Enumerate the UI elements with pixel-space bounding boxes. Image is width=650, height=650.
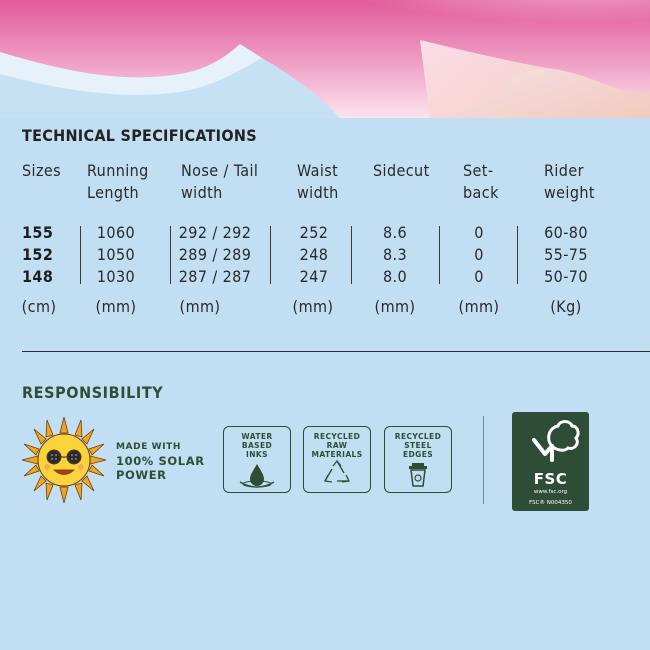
recycle-icon xyxy=(321,460,353,488)
fsc-tree-check-icon xyxy=(512,412,589,470)
header-sidecut: Sidecut xyxy=(373,161,430,180)
setback-cell: 0 xyxy=(474,267,484,286)
column-divider xyxy=(170,226,171,284)
header-nose-tail-width: Nose / Tail width xyxy=(181,161,259,202)
unit-mm: (mm) xyxy=(95,297,137,316)
waist-width-cell: 252 xyxy=(299,223,329,242)
water-based-inks-badge: WATER BASED INKS xyxy=(223,426,291,493)
recycled-steel-edges-badge: RECYCLED STEEL EDGES xyxy=(384,426,452,493)
rider-weight-cell: 60-80 xyxy=(544,223,588,242)
column-divider xyxy=(439,226,440,284)
section-divider xyxy=(22,351,650,352)
header-setback: Set- back xyxy=(463,161,499,202)
header-rider-weight: Rider weight xyxy=(544,161,595,202)
size-cell: 152 xyxy=(22,245,54,264)
responsibility-title: RESPONSIBILITY xyxy=(22,383,164,402)
recycled-raw-materials-badge: RECYCLED RAW MATERIALS xyxy=(303,426,371,493)
size-cell: 148 xyxy=(22,267,54,286)
unit-cm: (cm) xyxy=(21,297,57,316)
unit-mm: (mm) xyxy=(458,297,500,316)
sun-mascot-icon xyxy=(20,415,108,505)
unit-mm: (mm) xyxy=(179,297,221,316)
setback-cell: 0 xyxy=(474,223,484,242)
solar-power-text: MADE WITH 100% SOLAR POWER xyxy=(116,442,205,482)
unit-mm: (mm) xyxy=(292,297,334,316)
fsc-logo: FSC www.fsc.org FSC® N004350 xyxy=(512,412,589,511)
header-waist-width: Waist width xyxy=(297,161,339,202)
rider-weight-cell: 50-70 xyxy=(544,267,588,286)
sidecut-cell: 8.0 xyxy=(382,267,408,286)
sidecut-cell: 8.3 xyxy=(382,245,408,264)
waist-width-cell: 247 xyxy=(299,267,329,286)
rider-weight-cell: 55-75 xyxy=(544,245,588,264)
setback-cell: 0 xyxy=(474,245,484,264)
column-divider xyxy=(351,226,352,284)
size-cell: 155 xyxy=(22,223,54,242)
nose-tail-width-cell: 287 / 287 xyxy=(178,267,252,286)
header-sizes: Sizes xyxy=(22,161,62,180)
waist-width-cell: 248 xyxy=(299,245,329,264)
header-running-length: Running Length xyxy=(87,161,149,202)
technical-specifications-title: TECHNICAL SPECIFICATIONS xyxy=(22,126,257,145)
hero-artwork xyxy=(0,0,650,118)
nose-tail-width-cell: 292 / 292 xyxy=(178,223,252,242)
nose-tail-width-cell: 289 / 289 xyxy=(178,245,252,264)
column-divider xyxy=(517,226,518,284)
water-drop-icon xyxy=(237,462,277,488)
recycle-bin-icon xyxy=(403,460,433,488)
sidecut-cell: 8.6 xyxy=(382,223,408,242)
running-length-cell: 1060 xyxy=(96,223,136,242)
running-length-cell: 1050 xyxy=(96,245,136,264)
unit-kg: (Kg) xyxy=(550,297,582,316)
logo-divider xyxy=(483,416,484,504)
column-divider xyxy=(80,226,81,284)
column-divider xyxy=(270,226,271,284)
unit-mm: (mm) xyxy=(374,297,416,316)
running-length-cell: 1030 xyxy=(96,267,136,286)
